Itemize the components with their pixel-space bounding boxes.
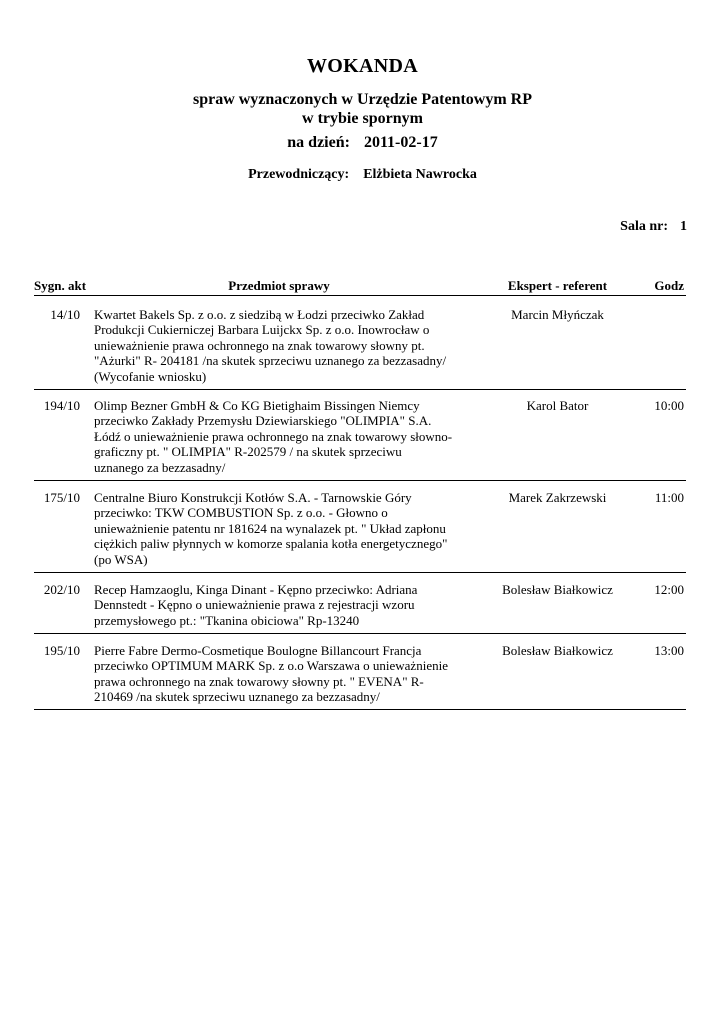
case-time: 13:00 xyxy=(654,643,684,658)
row-divider xyxy=(34,480,686,481)
room-number: 1 xyxy=(680,219,687,234)
case-subject: Pierre Fabre Dermo-Cosmetique Boulogne Billancourt Francja przeciwko OPTIMUM MARK Sp. z o.o Warszawa o unieważnienie prawa ochronnego na znak towarowy słowny pt. " EVENA" R- 210469 /na skutek sprzeciwu uznanego za bezzasadny/ xyxy=(94,643,448,705)
case-expert: Marcin Młyńczak xyxy=(511,307,604,322)
subtitle-line-2: w trybie spornym xyxy=(302,110,423,127)
case-time: 12:00 xyxy=(654,582,684,597)
column-header-expert: Ekspert - referent xyxy=(507,278,608,293)
case-expert: Marek Zakrzewski xyxy=(508,490,607,505)
case-expert: Bolesław Białkowicz xyxy=(502,582,613,597)
chairperson xyxy=(0,167,725,183)
case-time: 11:00 xyxy=(654,490,684,505)
case-subject: Kwartet Bakels Sp. z o.o. z siedzibą w Łodzi przeciwko Zakład Produkcji Cukierniczej Barbara Luijckx Sp. z o.o. Inowrocław o unieważnienie prawa ochronnego na znak towarowy słowny pt. "Ażurki" R- 204181 /na skutek sprzeciwu uznanego za bezzasadny/ (Wycofanie wniosku) xyxy=(94,307,447,384)
case-expert: Bolesław Białkowicz xyxy=(502,643,613,658)
chair-name: Elżbieta Nawrocka xyxy=(363,167,477,182)
subtitle-line-1: spraw wyznaczonych w Urzędzie Patentowym RP xyxy=(192,91,533,108)
date-value: 2011-02-17 xyxy=(363,134,438,151)
row-divider xyxy=(34,572,686,573)
date-label: na dzień: xyxy=(287,134,350,151)
case-number: 14/10 xyxy=(50,307,80,322)
column-header-sygn: Sygn. akt xyxy=(34,278,87,293)
document-title: WOKANDA xyxy=(307,55,418,77)
room-label: Sala nr: xyxy=(620,219,668,234)
session-date xyxy=(0,134,725,152)
case-expert: Karol Bator xyxy=(526,398,589,413)
room-info xyxy=(620,219,687,235)
case-subject: Centralne Biuro Konstrukcji Kotłów S.A. - Tarnowskie Góry przeciwko: TKW COMBUSTION Sp. z o.o. - Głowno o unieważnienie patentu nr 181624 na wynalazek pt. " Układ zapłonu ciężkich paliw płynnych w komorze spalania kotła energetycznego" (po WSA) xyxy=(94,490,448,567)
case-time: 10:00 xyxy=(654,398,684,413)
chair-label: Przewodniczący: xyxy=(248,167,350,182)
column-header-time: Godz xyxy=(654,278,684,293)
case-subject: Olimp Bezner GmbH & Co KG Bietighaim Bissingen Niemcy przeciwko Zakłady Przemysłu Dziewiarskiego "OLIMPIA" S.A. Łódź o unieważnienie prawa ochronnego na znak towarowy słowno- graficzny pt. " OLIMPIA" R-202579 / na skutek sprzeciwu uznanego za bezzasadny/ xyxy=(94,398,453,475)
case-number: 202/10 xyxy=(43,582,80,597)
case-subject: Recep Hamzaoglu, Kinga Dinant - Kępno przeciwko: Adriana Dennstedt - Kępno o unieważnienie prawa z rejestracji wzoru przemysłowego pt.: "Tkanina obiciowa" Rp-13240 xyxy=(94,582,418,628)
row-divider xyxy=(34,389,686,390)
case-number: 195/10 xyxy=(43,643,80,658)
case-number: 194/10 xyxy=(43,398,80,413)
column-header-subject: Przedmiot sprawy xyxy=(228,278,330,293)
case-number: 175/10 xyxy=(43,490,80,505)
header-rule xyxy=(34,295,686,296)
row-divider xyxy=(34,709,686,710)
row-divider xyxy=(34,633,686,634)
